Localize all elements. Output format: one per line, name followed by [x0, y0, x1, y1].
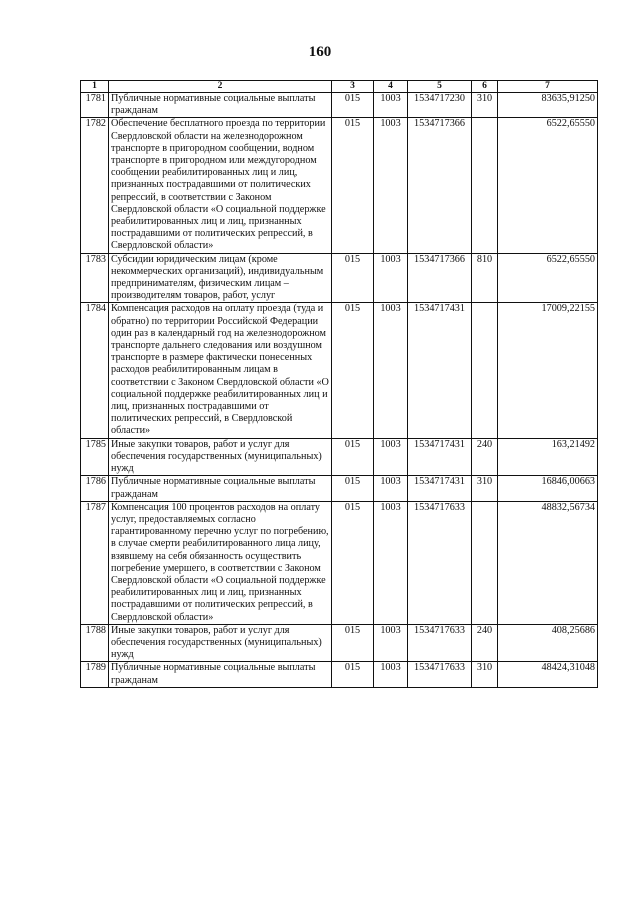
row-name: Публичные нормативные социальные выплаты гражданам: [109, 93, 332, 118]
table-row: [81, 501, 598, 624]
row-col5: 1534717431: [408, 303, 472, 438]
row-col3: 015: [332, 476, 374, 501]
row-col4: 1003: [374, 476, 408, 501]
row-col6: 810: [472, 253, 498, 303]
row-col3: 015: [332, 303, 374, 438]
row-col3: 015: [332, 438, 374, 476]
row-name: Публичные нормативные социальные выплаты гражданам: [109, 662, 332, 687]
table-row: [81, 438, 598, 476]
row-col6: [472, 501, 498, 624]
row-col6: [472, 303, 498, 438]
header-cell: 6: [472, 81, 498, 93]
row-col6: 240: [472, 624, 498, 662]
table-row: [81, 662, 598, 687]
row-amount: 83635,91250: [498, 93, 598, 118]
row-col5: 1534717366: [408, 253, 472, 303]
table-row: [81, 93, 598, 118]
table-row: [81, 118, 598, 253]
row-col6: 240: [472, 438, 498, 476]
row-number: 1781: [81, 93, 109, 118]
row-name: Иные закупки товаров, работ и услуг для обеспечения государственных (муниципальных) нужд: [109, 438, 332, 476]
row-name: Компенсация расходов на оплату проезда (туда и обратно) по территории Российской Федерации один раз в календарный год на железнодорожном транспорте дальнего следования или воздушном транспорте в размере фактически понесенных расходов реабилитированным лицам в соответствии с Законом Свердловской области «О социальной поддержке реабилитированных лиц и лиц, признанных пострадавшими от политических репрессий, в Свердловской области»: [109, 303, 332, 438]
row-number: 1783: [81, 253, 109, 303]
row-number: 1782: [81, 118, 109, 253]
header-cell: 4: [374, 81, 408, 93]
row-col6: 310: [472, 93, 498, 118]
row-col4: 1003: [374, 118, 408, 253]
row-number: 1788: [81, 624, 109, 662]
header-cell: 5: [408, 81, 472, 93]
row-name: Субсидии юридическим лицам (кроме некоммерческих организаций), индивидуальным предпринимателям, физическим лицам – производителям товаров, работ, услуг: [109, 253, 332, 303]
row-col5: 1534717431: [408, 438, 472, 476]
row-number: 1789: [81, 662, 109, 687]
row-number: 1787: [81, 501, 109, 624]
row-col3: 015: [332, 93, 374, 118]
row-col3: 015: [332, 118, 374, 253]
budget-table: [80, 80, 598, 688]
row-col4: 1003: [374, 93, 408, 118]
table-row: [81, 303, 598, 438]
row-col3: 015: [332, 662, 374, 687]
row-col4: 1003: [374, 253, 408, 303]
row-number: 1786: [81, 476, 109, 501]
row-col6: 310: [472, 476, 498, 501]
row-col4: 1003: [374, 662, 408, 687]
row-col3: 015: [332, 253, 374, 303]
table-row: [81, 253, 598, 303]
row-col4: 1003: [374, 303, 408, 438]
row-amount: 163,21492: [498, 438, 598, 476]
row-amount: 408,25686: [498, 624, 598, 662]
row-name: Публичные нормативные социальные выплаты гражданам: [109, 476, 332, 501]
row-col3: 015: [332, 501, 374, 624]
header-row: [81, 81, 598, 93]
header-cell: 1: [81, 81, 109, 93]
row-amount: 16846,00663: [498, 476, 598, 501]
row-number: 1785: [81, 438, 109, 476]
row-col4: 1003: [374, 438, 408, 476]
header-cell: 7: [498, 81, 598, 93]
header-cell: 2: [109, 81, 332, 93]
header-cell: 3: [332, 81, 374, 93]
row-amount: 48424,31048: [498, 662, 598, 687]
row-amount: 48832,56734: [498, 501, 598, 624]
row-name: Обеспечение бесплатного проезда по территории Свердловской области на железнодорожном транспорте в пригородном сообщении, водном транспорте в пригородном или междугородном сообщении реабилитированных лиц и лиц, признанных пострадавшими от политических репрессий, в соответствии с Законом Свердловской области «О социальной поддержке реабилитированных лиц и лиц, признанных пострадавшими от политических репрессий, в Свердловской области»: [109, 118, 332, 253]
row-number: 1784: [81, 303, 109, 438]
row-col5: 1534717633: [408, 624, 472, 662]
table-row: [81, 624, 598, 662]
row-amount: 17009,22155: [498, 303, 598, 438]
row-name: Компенсация 100 процентов расходов на оплату услуг, предоставляемых согласно гарантированному перечню услуг по погребению, в случае смерти реабилитированного лица лицу, взявшему на себя обязанность осуществить погребение умершего, в соответствии с Законом Свердловской области «О социальной поддержке реабилитированных лиц и лиц, признанных пострадавшими от политических репрессий, в Свердловской области»: [109, 501, 332, 624]
row-col5: 1534717230: [408, 93, 472, 118]
row-name: Иные закупки товаров, работ и услуг для обеспечения государственных (муниципальных) нужд: [109, 624, 332, 662]
row-col5: 1534717633: [408, 501, 472, 624]
page-number: 160: [308, 44, 332, 60]
row-col5: 1534717633: [408, 662, 472, 687]
row-col6: 310: [472, 662, 498, 687]
row-col5: 1534717366: [408, 118, 472, 253]
row-col4: 1003: [374, 501, 408, 624]
table-row: [81, 476, 598, 501]
row-col4: 1003: [374, 624, 408, 662]
row-amount: 6522,65550: [498, 118, 598, 253]
row-col3: 015: [332, 624, 374, 662]
row-col5: 1534717431: [408, 476, 472, 501]
row-col6: [472, 118, 498, 253]
row-amount: 6522,65550: [498, 253, 598, 303]
